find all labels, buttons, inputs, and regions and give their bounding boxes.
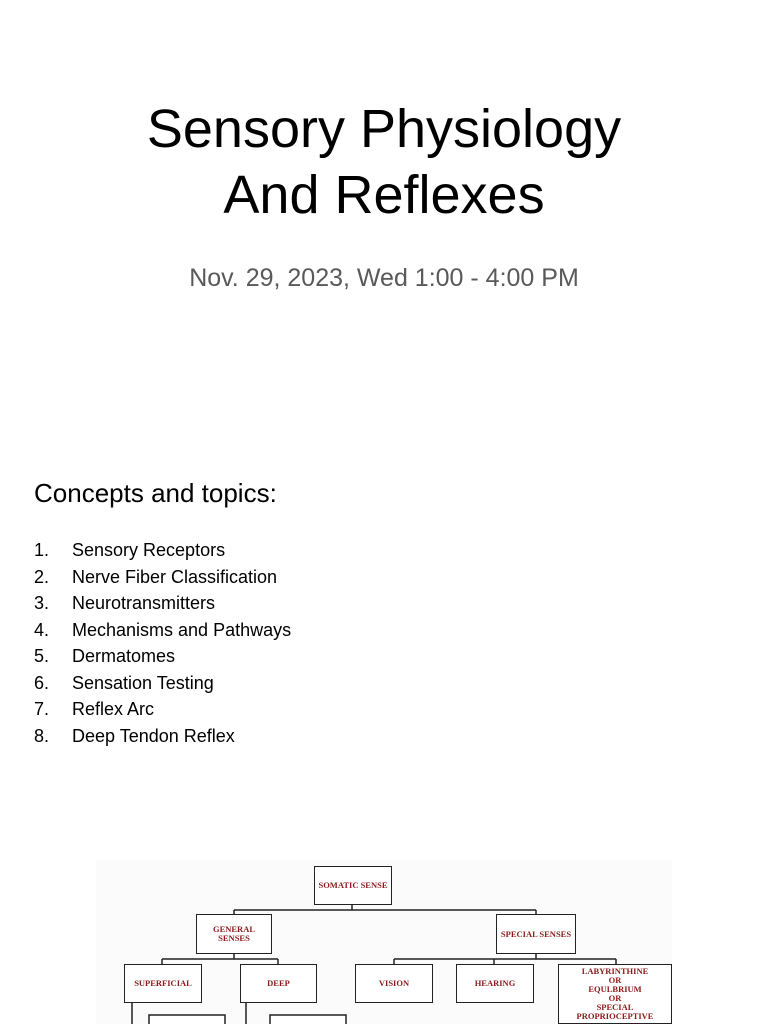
list-item: [34, 564, 291, 591]
list-item-label: Deep Tendon Reflex: [72, 725, 235, 746]
list-item-number: 7.: [34, 699, 50, 719]
list-item: [34, 617, 291, 644]
labyrinthine-line: OR: [608, 993, 622, 1003]
list-item-number: 3.: [34, 593, 50, 613]
list-item: [34, 537, 291, 564]
senses-hierarchy-diagram: [96, 860, 672, 1024]
list-item-label: Sensation Testing: [72, 672, 214, 693]
list-item-label: Mechanisms and Pathways: [72, 619, 292, 640]
list-item-number: 8.: [34, 725, 50, 746]
list-item-number: 1.: [34, 540, 50, 560]
node-deep: DEEP: [240, 964, 317, 1003]
list-item-label: Reflex Arc: [72, 699, 155, 719]
list-item: [34, 643, 291, 670]
concepts-heading: Concepts and topics:: [34, 478, 277, 508]
list-item-label: Sensory Receptors: [72, 540, 226, 560]
node-superficial: SUPERFICIAL: [124, 964, 202, 1003]
title-line-2: And Reflexes: [223, 165, 545, 225]
labyrinthine-line: LABYRINTHINE: [581, 966, 649, 976]
partial-box: [149, 1015, 225, 1024]
list-item-number: 4.: [34, 619, 50, 640]
list-item-label: Neurotransmitters: [72, 593, 216, 613]
list-item: [34, 670, 291, 697]
list-item-label: Dermatomes: [72, 646, 176, 666]
list-item: [34, 723, 291, 750]
node-general-senses: GENERAL SENSES: [196, 914, 272, 954]
list-item: [34, 696, 291, 723]
session-date: Nov. 29, 2023, Wed 1:00 - 4:00 PM: [189, 264, 579, 292]
list-item-number: 5.: [34, 646, 50, 666]
list-item-number: 6.: [34, 672, 50, 693]
list-item: [34, 590, 291, 617]
labyrinthine-line: SPECIAL PROPRIOCEPTIVE: [576, 1002, 654, 1021]
list-item-number: 2.: [34, 566, 50, 587]
node-somatic-sense: SOMATIC SENSE: [314, 866, 392, 905]
labyrinthine-line: OR: [608, 975, 622, 985]
node-labyrinthine: [558, 964, 672, 1024]
labyrinthine-line: EQULBRIUM: [588, 984, 642, 994]
partial-box: [270, 1015, 346, 1024]
topics-list: [34, 537, 291, 749]
title-line-1: Sensory Physiology: [146, 99, 622, 159]
node-vision: VISION: [355, 964, 433, 1003]
list-item-label: Nerve Fiber Classification: [72, 566, 278, 587]
node-hearing: HEARING: [456, 964, 534, 1003]
node-special-senses: SPECIAL SENSES: [496, 914, 576, 954]
slide-title: [0, 96, 768, 228]
